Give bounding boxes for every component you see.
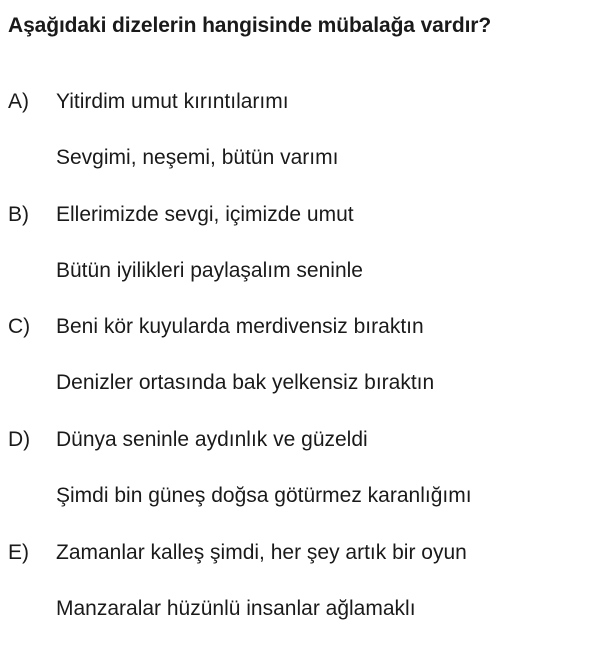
option-line-1: Zamanlar kalleş şimdi, her şey artık bir oyun	[56, 541, 467, 564]
option-a[interactable]	[8, 90, 604, 200]
option-letter: C)	[8, 315, 31, 338]
option-letter: D)	[8, 428, 31, 451]
option-line-2: Sevgimi, neşemi, bütün varımı	[56, 146, 339, 169]
option-d[interactable]	[8, 428, 604, 538]
option-letter: E)	[8, 541, 29, 564]
option-line-1: Yitirdim umut kırıntılarımı	[56, 90, 289, 113]
option-line-2: Manzaralar hüzünlü insanlar ağlamaklı	[56, 597, 416, 620]
option-e[interactable]	[8, 541, 604, 651]
question-text: Aşağıdaki dizelerin hangisinde mübalağa vardır?	[8, 14, 492, 37]
option-b[interactable]	[8, 203, 604, 313]
option-letter: B)	[8, 203, 29, 226]
option-line-2: Şimdi bin güneş doğsa götürmez karanlığımı	[56, 484, 472, 507]
option-line-1: Beni kör kuyularda merdivensiz bıraktın	[56, 315, 424, 338]
option-c[interactable]	[8, 315, 604, 425]
option-line-2: Denizler ortasında bak yelkensiz bıraktın	[56, 371, 435, 394]
option-line-2: Bütün iyilikleri paylaşalım seninle	[56, 259, 363, 282]
option-line-1: Dünya seninle aydınlık ve güzeldi	[56, 428, 368, 451]
option-line-1: Ellerimizde sevgi, içimizde umut	[56, 203, 354, 226]
option-letter: A)	[8, 90, 29, 113]
